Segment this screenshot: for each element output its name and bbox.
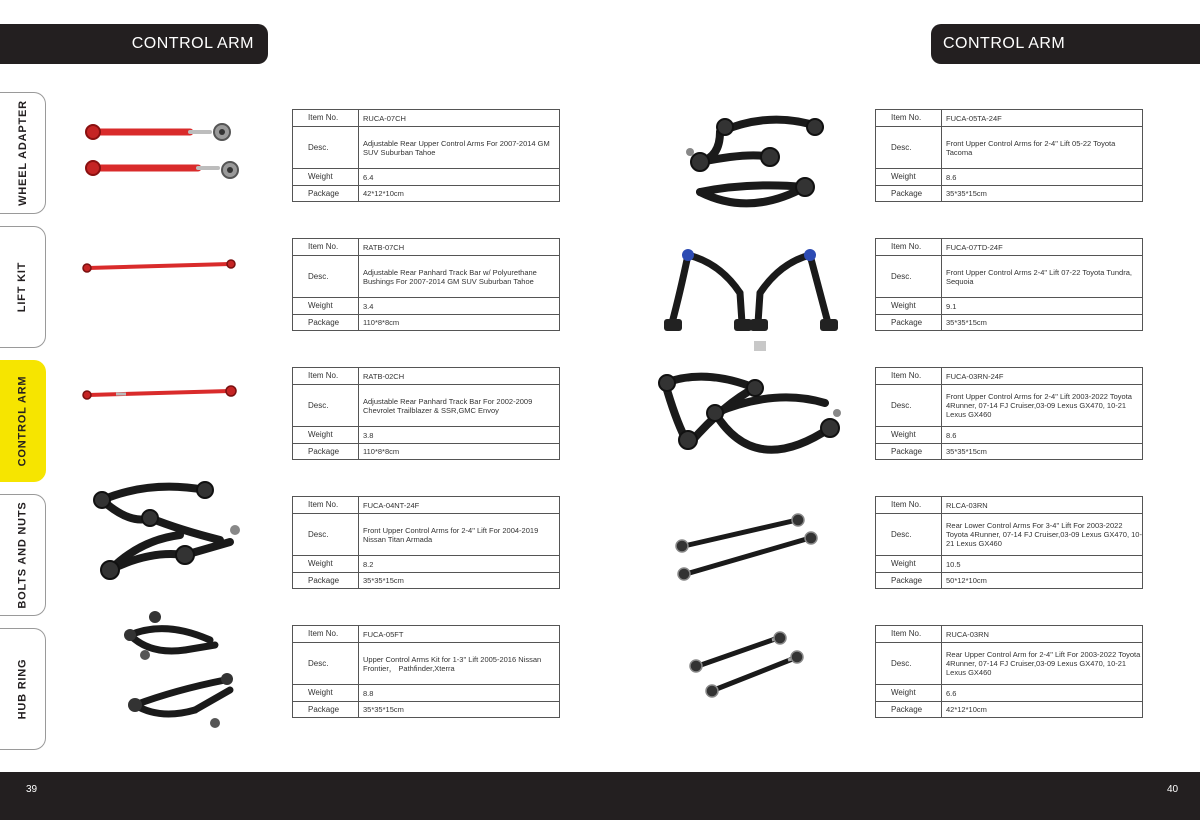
weight-label: Weight xyxy=(876,169,942,186)
weight-value: 8.8 xyxy=(359,685,560,702)
side-tab-hub-ring[interactable] xyxy=(0,628,46,750)
package-label: Package xyxy=(876,186,942,202)
package-label: Package xyxy=(876,702,942,718)
page-title-left: CONTROL ARM xyxy=(131,35,254,52)
desc-value: Upper Control Arms Kit for 1-3" Lift 2005-2016 Nissan Frontier， Pathfinder,Xterra xyxy=(359,643,560,685)
item-no-label: Item No. xyxy=(293,497,359,514)
item-no-label: Item No. xyxy=(293,626,359,643)
weight-label: Weight xyxy=(876,427,942,444)
page-title-right: CONTROL ARM xyxy=(943,35,1066,52)
weight-label: Weight xyxy=(293,556,359,573)
product-image-black-front-upper-control-arms-tacoma xyxy=(680,112,830,217)
package-label: Package xyxy=(293,186,359,202)
side-tab-label: LIFT KIT xyxy=(16,261,29,313)
package-label: Package xyxy=(293,444,359,460)
weight-label: Weight xyxy=(293,427,359,444)
desc-label: Desc. xyxy=(293,643,359,685)
package-value: 35*35*15cm xyxy=(359,573,560,589)
weight-value: 8.6 xyxy=(942,169,1143,186)
package-label: Package xyxy=(876,315,942,331)
page-header-right xyxy=(931,24,1200,64)
item-no-value: RATB-02CH xyxy=(359,368,560,385)
spec-table xyxy=(875,109,1143,202)
spec-table xyxy=(292,367,560,460)
item-no-value: FUCA-04NT-24F xyxy=(359,497,560,514)
spec-table xyxy=(875,367,1143,460)
product-image-red-rear-upper-control-arms xyxy=(80,118,242,188)
item-no-label: Item No. xyxy=(876,239,942,256)
desc-label: Desc. xyxy=(293,514,359,556)
weight-value: 6.4 xyxy=(359,169,560,186)
desc-value: Front Upper Control Arms for 2-4" Lift 2003-2022 Toyota 4Runner, 07-14 FJ Cruiser,03-09 Lexus GX470, 10-21 Lexus GX460 xyxy=(942,385,1143,427)
spec-table xyxy=(875,496,1143,589)
spec-table xyxy=(292,625,560,718)
item-no-value: RUCA-03RN xyxy=(942,626,1143,643)
weight-label: Weight xyxy=(293,298,359,315)
page-number-right: 40 xyxy=(1167,784,1179,795)
spec-table xyxy=(292,496,560,589)
desc-label: Desc. xyxy=(876,256,942,298)
spec-table xyxy=(875,625,1143,718)
desc-value: Front Upper Control Arms for 2-4" Lift For 2004-2019 Nissan Titan Armada xyxy=(359,514,560,556)
product-image-red-rear-panhard-track-bar-1 xyxy=(80,256,240,276)
spec-table xyxy=(875,238,1143,331)
weight-label: Weight xyxy=(293,685,359,702)
weight-label: Weight xyxy=(876,556,942,573)
desc-value: Adjustable Rear Panhard Track Bar For 2002-2009 Chevrolet Trailblazer & SSR,GMC Envoy xyxy=(359,385,560,427)
product-image-black-rear-upper-control-arm xyxy=(680,628,825,718)
weight-value: 10.5 xyxy=(942,556,1143,573)
item-no-value: FUCA-05FT xyxy=(359,626,560,643)
desc-value: Rear Upper Control Arm for 2-4" Lift For 2003-2022 Toyota 4Runner, 07-14 FJ Cruiser,03-09 Lexus GX470, 10-21 Lexus GX460 xyxy=(942,643,1143,685)
package-value: 42*12*10cm xyxy=(942,702,1143,718)
item-no-label: Item No. xyxy=(876,497,942,514)
item-no-value: FUCA-07TD-24F xyxy=(942,239,1143,256)
package-value: 35*35*15cm xyxy=(942,186,1143,202)
package-value: 35*35*15cm xyxy=(359,702,560,718)
weight-label: Weight xyxy=(293,169,359,186)
package-label: Package xyxy=(876,573,942,589)
package-value: 110*8*8cm xyxy=(359,444,560,460)
desc-value: Rear Lower Control Arms For 3-4" Lift For 2003-2022 Toyota 4Runner, 07-14 FJ Cruiser,03-09 Lexus GX470, 10-21 Lexus GX460 xyxy=(942,514,1143,556)
side-tab-control-arm[interactable] xyxy=(0,360,46,482)
item-no-value: RLCA-03RN xyxy=(942,497,1143,514)
side-tab-label: CONTROL ARM xyxy=(16,375,29,467)
side-tab-label: WHEEL ADAPTER xyxy=(16,100,29,206)
desc-label: Desc. xyxy=(293,127,359,169)
product-image-black-rear-lower-control-arms xyxy=(672,508,822,588)
package-value: 50*12*10cm xyxy=(942,573,1143,589)
item-no-label: Item No. xyxy=(293,239,359,256)
desc-label: Desc. xyxy=(876,514,942,556)
item-no-label: Item No. xyxy=(293,368,359,385)
weight-value: 8.2 xyxy=(359,556,560,573)
product-image-black-front-upper-control-arms-titan xyxy=(90,480,250,585)
side-tab-label: HUB RING xyxy=(16,658,29,720)
item-no-label: Item No. xyxy=(876,626,942,643)
desc-label: Desc. xyxy=(293,385,359,427)
desc-label: Desc. xyxy=(876,127,942,169)
package-label: Package xyxy=(293,315,359,331)
side-tab-wheel-adapter[interactable] xyxy=(0,92,46,214)
item-no-value: RUCA-07CH xyxy=(359,110,560,127)
package-value: 35*35*15cm xyxy=(942,444,1143,460)
weight-value: 8.6 xyxy=(942,427,1143,444)
desc-value: Adjustable Rear Upper Control Arms For 2007-2014 GM SUV Suburban Tahoe xyxy=(359,127,560,169)
weight-value: 9.1 xyxy=(942,298,1143,315)
package-value: 110*8*8cm xyxy=(359,315,560,331)
product-image-black-upper-control-arms-kit xyxy=(115,605,240,730)
product-image-black-front-upper-control-arms-4runner xyxy=(655,368,845,473)
package-label: Package xyxy=(876,444,942,460)
item-no-value: FUCA-05TA-24F xyxy=(942,110,1143,127)
side-tab-lift-kit[interactable] xyxy=(0,226,46,348)
page-header-left xyxy=(0,24,268,64)
package-value: 42*12*10cm xyxy=(359,186,560,202)
item-no-label: Item No. xyxy=(876,368,942,385)
side-tab-label: BOLTS AND NUTS xyxy=(16,501,29,609)
desc-label: Desc. xyxy=(293,256,359,298)
weight-value: 3.8 xyxy=(359,427,560,444)
page-footer xyxy=(0,772,1200,820)
desc-label: Desc. xyxy=(876,385,942,427)
desc-label: Desc. xyxy=(876,643,942,685)
desc-value: Front Upper Control Arms 2-4" Lift 07-22 Toyota Tundra, Sequoia xyxy=(942,256,1143,298)
package-value: 35*35*15cm xyxy=(942,315,1143,331)
item-no-value: FUCA-03RN-24F xyxy=(942,368,1143,385)
weight-value: 3.4 xyxy=(359,298,560,315)
weight-label: Weight xyxy=(876,685,942,702)
weight-label: Weight xyxy=(876,298,942,315)
product-image-black-front-upper-control-arms-tundra xyxy=(660,243,840,353)
spec-table xyxy=(292,109,560,202)
item-no-label: Item No. xyxy=(876,110,942,127)
package-label: Package xyxy=(293,573,359,589)
desc-value: Front Upper Control Arms for 2-4" Lift 05-22 Toyota Tacoma xyxy=(942,127,1143,169)
spec-table xyxy=(292,238,560,331)
desc-value: Adjustable Rear Panhard Track Bar w/ Polyurethane Bushings For 2007-2014 GM SUV Suburban Tahoe xyxy=(359,256,560,298)
product-image-red-rear-panhard-track-bar-2 xyxy=(80,383,240,405)
side-tab-bolts-and-nuts[interactable] xyxy=(0,494,46,616)
page-number-left: 39 xyxy=(26,784,38,795)
item-no-value: RATB-07CH xyxy=(359,239,560,256)
package-label: Package xyxy=(293,702,359,718)
weight-value: 6.6 xyxy=(942,685,1143,702)
item-no-label: Item No. xyxy=(293,110,359,127)
